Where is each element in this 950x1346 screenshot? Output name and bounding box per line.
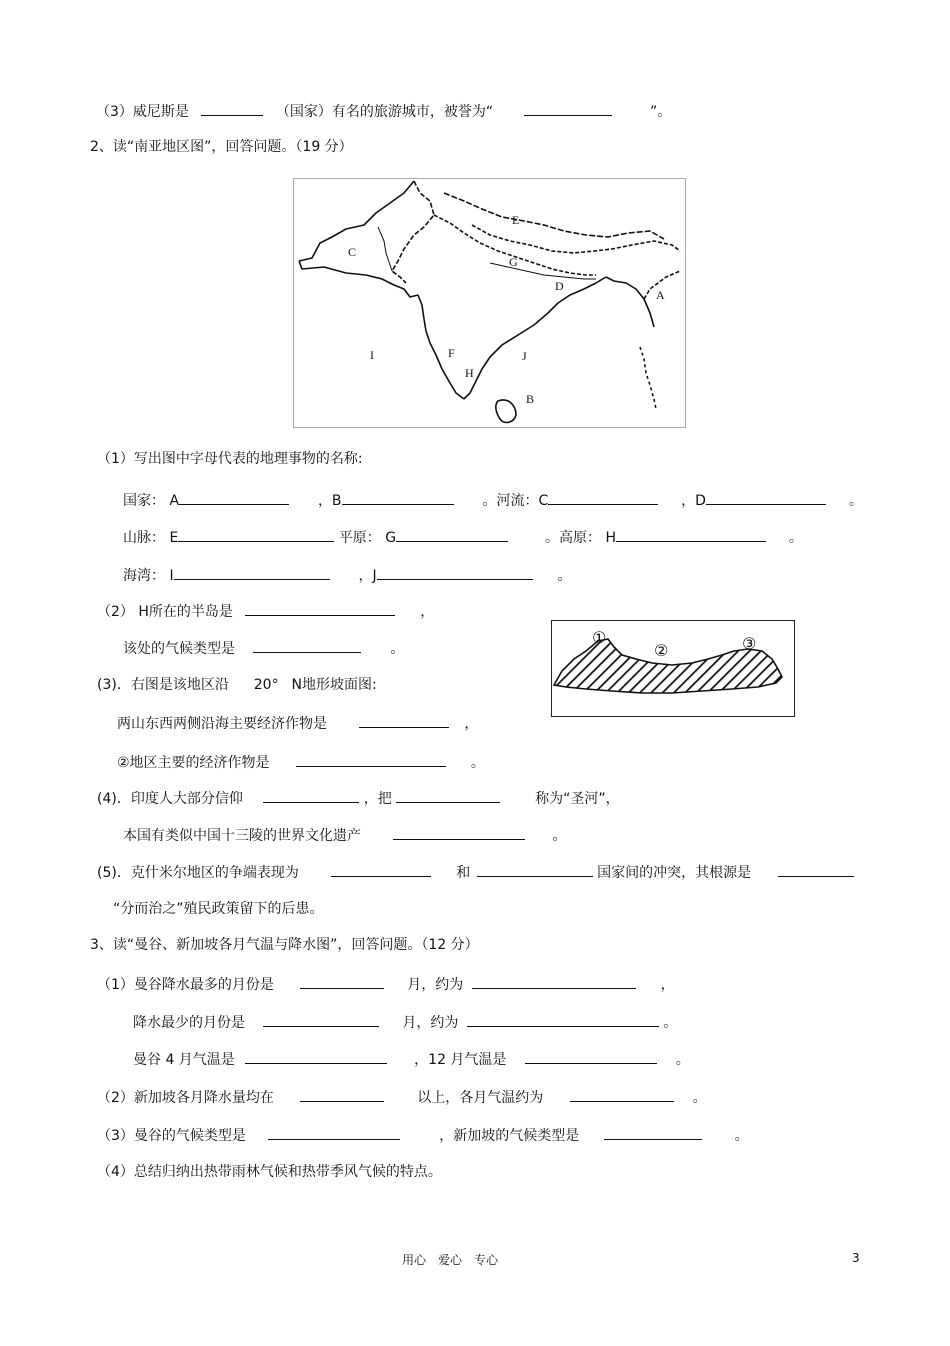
blank-bkk-climate[interactable]: [268, 1125, 400, 1140]
map-label-E: E: [512, 213, 520, 227]
blank-min-rainfall[interactable]: [467, 1012, 659, 1027]
q3-sub1-c: 曼谷 4 月气温是 ，12 月气温是 。: [133, 1049, 690, 1069]
map-label-D: D: [555, 279, 564, 293]
question-1-3: （3）威尼斯是 （国家）有名的旅游城市，被誉为“ ”。: [96, 101, 671, 121]
page-number: 3: [852, 1251, 860, 1265]
q2-sub1-title: （1）写出图中字母代表的地理事物的名称:: [97, 451, 363, 467]
row-country: 国家： A ，B 。河流：C ，D 。: [123, 490, 863, 510]
blank-sg-temp[interactable]: [570, 1087, 674, 1102]
blank-december-temp[interactable]: [525, 1049, 657, 1064]
q2-sub5-b: “分而治之”殖民政策留下的后患。: [113, 901, 324, 917]
western-border: [299, 181, 414, 261]
blank-religion[interactable]: [263, 788, 359, 803]
blank-heritage[interactable]: [393, 825, 525, 840]
row-mountain: 山脉： E 平原： G 。高原： H 。: [123, 527, 803, 547]
q2-sub3-a: (3)．右图是该地区沿 20° N地形坡面图:: [97, 677, 377, 693]
blank-root-cause[interactable]: [778, 862, 854, 877]
blank-G[interactable]: [396, 527, 508, 542]
q2-sub2-b: 该处的气候类型是 。: [123, 638, 404, 658]
blank-C[interactable]: [548, 490, 658, 505]
blank-sg-rainfall[interactable]: [300, 1087, 384, 1102]
blank-climate[interactable]: [253, 638, 361, 653]
q3-sub1-b: 降水最少的月份是 月，约为 。: [133, 1012, 677, 1032]
footer-motto: 用心 爱心 专心: [402, 1253, 499, 1267]
q2-sub5-a: (5)．克什米尔地区的争端表现为 和 国家间的冲突，其根源是: [97, 862, 854, 882]
blank-sacred-river[interactable]: [396, 788, 500, 803]
q3-sub3: （3）曼谷的气候类型是 ，新加坡的气候类型是 。: [97, 1125, 749, 1145]
q2-sub3-b: 两山东西两侧沿海主要经济作物是 ，: [117, 713, 478, 733]
blank-country-1[interactable]: [331, 862, 431, 877]
blank-april-temp[interactable]: [245, 1049, 387, 1064]
q2-sub3-c: ②地区主要的经济作物是 。: [117, 752, 485, 772]
map-drawing: [294, 179, 685, 427]
q2-sub4-b: 本国有类似中国十三陵的世界文化遗产 。: [123, 825, 566, 845]
blank-region2-crop[interactable]: [296, 752, 446, 767]
answer-blank[interactable]: [201, 101, 263, 116]
question-2-title: 2、读“南亚地区图”，回答问题。（19 分）: [90, 139, 353, 155]
answer-blank[interactable]: [524, 101, 612, 116]
blank-max-rainfall[interactable]: [472, 974, 636, 989]
blank-peninsula[interactable]: [245, 601, 395, 616]
south-asia-map: [293, 178, 686, 428]
blank-driest-month[interactable]: [263, 1012, 379, 1027]
blank-J[interactable]: [377, 565, 533, 580]
blank-country-2[interactable]: [477, 862, 593, 877]
row-bay: 海湾： I ，J 。: [123, 565, 572, 585]
blank-sg-climate[interactable]: [604, 1125, 702, 1140]
profile-label-1: ①: [592, 628, 607, 647]
map-label-I: I: [370, 348, 374, 362]
q2-sub4-a: (4)．印度人大部分信仰 ，把 称为“圣河”，: [97, 788, 620, 808]
map-label-J: J: [522, 349, 527, 363]
map-label-B: B: [526, 392, 535, 406]
map-label-F: F: [448, 346, 455, 360]
blank-B[interactable]: [342, 490, 454, 505]
map-label-A: A: [656, 288, 665, 302]
map-label-H: H: [465, 366, 474, 380]
map-label-G: G: [509, 255, 518, 269]
terrain-profile-figure: [551, 620, 795, 717]
q2-sub2-a: （2） H所在的半岛是 ，: [97, 601, 434, 621]
profile-label-3: ③: [742, 634, 757, 653]
q3-sub4: （4）总结归纳出热带雨林气候和热带季风气候的特点。: [97, 1164, 442, 1180]
map-label-C: C: [348, 245, 357, 259]
q3-sub2: （2）新加坡各月降水量均在 以上，各月气温约为 。: [97, 1087, 707, 1107]
blank-E[interactable]: [178, 527, 334, 542]
profile-label-2: ②: [654, 641, 669, 660]
blank-D[interactable]: [706, 490, 826, 505]
question-3-title: 3、读“曼谷、新加坡各月气温与降水图”，回答问题。（12 分）: [90, 937, 479, 953]
blank-wettest-month[interactable]: [300, 974, 384, 989]
blank-coastal-crop[interactable]: [359, 713, 449, 728]
blank-H[interactable]: [616, 527, 766, 542]
q3-sub1-a: （1）曼谷降水最多的月份是 月，约为 ，: [97, 974, 675, 994]
blank-I[interactable]: [174, 565, 330, 580]
blank-A[interactable]: [179, 490, 289, 505]
